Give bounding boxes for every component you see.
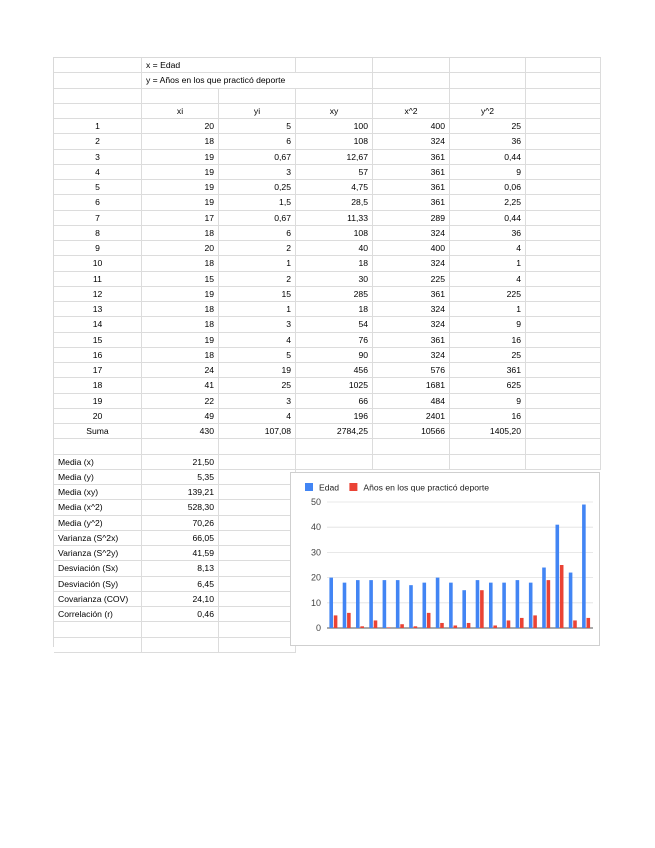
- definition-y[interactable]: y = Años en los que practicó deporte: [142, 73, 373, 88]
- empty-cell[interactable]: [526, 211, 601, 226]
- table-cell-y2[interactable]: 36: [450, 226, 526, 241]
- bar-edad-15[interactable]: [516, 580, 520, 628]
- bar-chart[interactable]: [290, 472, 600, 646]
- table-cell-yi[interactable]: 15: [219, 287, 296, 302]
- table-cell-yi[interactable]: 2: [219, 272, 296, 287]
- table-cell-xi[interactable]: 18: [142, 348, 219, 363]
- row-index[interactable]: 6: [54, 195, 142, 210]
- table-cell-xi[interactable]: 18: [142, 302, 219, 317]
- bar-edad-4[interactable]: [369, 580, 373, 628]
- row-index[interactable]: 5: [54, 180, 142, 195]
- table-cell-yi[interactable]: 1,5: [219, 195, 296, 210]
- bar-anios-deporte-11[interactable]: [467, 623, 471, 628]
- stat-label[interactable]: Media (y): [54, 470, 142, 485]
- bar-edad-14[interactable]: [502, 583, 506, 628]
- bar-anios-deporte-12[interactable]: [480, 590, 484, 628]
- stat-label[interactable]: Media (x): [54, 455, 142, 470]
- empty-cell[interactable]: [219, 577, 296, 592]
- bar-edad-20[interactable]: [582, 505, 586, 628]
- empty-cell[interactable]: [296, 455, 373, 470]
- sum-y2[interactable]: 1405,20: [450, 424, 526, 439]
- empty-cell[interactable]: [526, 150, 601, 165]
- table-cell-xy[interactable]: 285: [296, 287, 373, 302]
- table-cell-xi[interactable]: 18: [142, 226, 219, 241]
- empty-cell[interactable]: [450, 58, 526, 73]
- bar-anios-deporte-13[interactable]: [493, 625, 497, 628]
- bar-anios-deporte-6[interactable]: [400, 624, 404, 628]
- bar-anios-deporte-18[interactable]: [560, 565, 564, 628]
- empty-cell[interactable]: [142, 439, 219, 454]
- empty-cell[interactable]: [373, 439, 450, 454]
- empty-cell[interactable]: [54, 104, 142, 119]
- empty-cell[interactable]: [219, 439, 296, 454]
- table-cell-xi[interactable]: 49: [142, 409, 219, 424]
- empty-cell[interactable]: [526, 424, 601, 439]
- table-cell-xi[interactable]: 19: [142, 195, 219, 210]
- empty-cell[interactable]: [526, 241, 601, 256]
- table-cell-xy[interactable]: 108: [296, 226, 373, 241]
- stat-label[interactable]: Covarianza (COV): [54, 592, 142, 607]
- table-cell-xi[interactable]: 19: [142, 287, 219, 302]
- table-cell-x2[interactable]: 1681: [373, 378, 450, 393]
- table-cell-xi[interactable]: 19: [142, 165, 219, 180]
- table-cell-x2[interactable]: 2401: [373, 409, 450, 424]
- empty-cell[interactable]: [219, 531, 296, 546]
- column-header-x2[interactable]: x^2: [373, 104, 450, 119]
- table-cell-xy[interactable]: 196: [296, 409, 373, 424]
- empty-cell[interactable]: [450, 439, 526, 454]
- table-cell-xi[interactable]: 18: [142, 134, 219, 149]
- bar-anios-deporte-8[interactable]: [427, 613, 431, 628]
- column-header-xi[interactable]: xi: [142, 104, 219, 119]
- table-cell-xi[interactable]: 15: [142, 272, 219, 287]
- empty-cell[interactable]: [526, 439, 601, 454]
- table-cell-yi[interactable]: 6: [219, 134, 296, 149]
- empty-cell[interactable]: [526, 348, 601, 363]
- bar-edad-16[interactable]: [529, 583, 533, 628]
- empty-cell[interactable]: [526, 455, 601, 470]
- stat-value[interactable]: 41,59: [142, 546, 219, 561]
- empty-cell[interactable]: [526, 409, 601, 424]
- stat-label[interactable]: Media (xy): [54, 485, 142, 500]
- stat-value[interactable]: 0,46: [142, 607, 219, 622]
- stat-label[interactable]: Media (y^2): [54, 516, 142, 531]
- table-cell-x2[interactable]: 361: [373, 333, 450, 348]
- row-index[interactable]: 13: [54, 302, 142, 317]
- table-cell-yi[interactable]: 2: [219, 241, 296, 256]
- bar-anios-deporte-3[interactable]: [360, 626, 364, 628]
- table-cell-xi[interactable]: 19: [142, 180, 219, 195]
- empty-cell[interactable]: [526, 272, 601, 287]
- table-cell-y2[interactable]: 1: [450, 256, 526, 271]
- table-cell-y2[interactable]: 225: [450, 287, 526, 302]
- table-cell-yi[interactable]: 0,67: [219, 211, 296, 226]
- table-cell-xi[interactable]: 20: [142, 119, 219, 134]
- bar-anios-deporte-4[interactable]: [374, 620, 378, 628]
- legend-swatch-1: [349, 483, 357, 491]
- row-index[interactable]: 16: [54, 348, 142, 363]
- bar-edad-1[interactable]: [329, 578, 333, 628]
- empty-cell[interactable]: [526, 363, 601, 378]
- table-cell-xy[interactable]: 1025: [296, 378, 373, 393]
- empty-cell[interactable]: [450, 455, 526, 470]
- table-cell-xi[interactable]: 18: [142, 256, 219, 271]
- y-tick-label: 20: [310, 572, 321, 583]
- table-cell-xi[interactable]: 19: [142, 333, 219, 348]
- table-cell-yi[interactable]: 3: [219, 165, 296, 180]
- sum-yi[interactable]: 107,08: [219, 424, 296, 439]
- table-cell-y2[interactable]: 361: [450, 363, 526, 378]
- table-cell-yi[interactable]: 4: [219, 409, 296, 424]
- empty-cell[interactable]: [54, 73, 142, 88]
- empty-cell[interactable]: [373, 73, 450, 88]
- row-index[interactable]: 1: [54, 119, 142, 134]
- empty-cell[interactable]: [526, 256, 601, 271]
- empty-cell[interactable]: [219, 561, 296, 576]
- table-cell-xi[interactable]: 22: [142, 394, 219, 409]
- row-index[interactable]: 12: [54, 287, 142, 302]
- empty-cell[interactable]: [219, 470, 296, 485]
- column-header-y2[interactable]: y^2: [450, 104, 526, 119]
- definition-x[interactable]: x = Edad: [142, 58, 296, 73]
- column-header-xy[interactable]: xy: [296, 104, 373, 119]
- empty-cell[interactable]: [373, 89, 450, 104]
- bar-edad-5[interactable]: [383, 580, 387, 628]
- table-cell-yi[interactable]: 1: [219, 302, 296, 317]
- table-cell-y2[interactable]: 16: [450, 409, 526, 424]
- bar-edad-10[interactable]: [449, 583, 453, 628]
- table-cell-y2[interactable]: 0,44: [450, 211, 526, 226]
- row-index[interactable]: 10: [54, 256, 142, 271]
- empty-cell[interactable]: [219, 89, 296, 104]
- row-index[interactable]: 18: [54, 378, 142, 393]
- bar-anios-deporte-7[interactable]: [414, 626, 418, 628]
- table-cell-y2[interactable]: 0,06: [450, 180, 526, 195]
- bar-edad-3[interactable]: [356, 580, 360, 628]
- table-cell-yi[interactable]: 5: [219, 119, 296, 134]
- row-index[interactable]: 7: [54, 211, 142, 226]
- table-cell-y2[interactable]: 9: [450, 394, 526, 409]
- table-cell-xy[interactable]: 4,75: [296, 180, 373, 195]
- empty-cell[interactable]: [526, 195, 601, 210]
- bar-anios-deporte-20[interactable]: [586, 618, 590, 628]
- row-index[interactable]: 17: [54, 363, 142, 378]
- table-cell-x2[interactable]: 324: [373, 317, 450, 332]
- table-cell-yi[interactable]: 19: [219, 363, 296, 378]
- sum-xy[interactable]: 2784,25: [296, 424, 373, 439]
- table-cell-x2[interactable]: 361: [373, 165, 450, 180]
- empty-cell[interactable]: [526, 58, 601, 73]
- table-cell-x2[interactable]: 361: [373, 195, 450, 210]
- bar-anios-deporte-5[interactable]: [387, 627, 391, 628]
- legend-label-0: Edad: [319, 482, 340, 493]
- legend-label-1: Años en los que practicó deporte: [363, 482, 490, 493]
- table-cell-y2[interactable]: 2,25: [450, 195, 526, 210]
- table-cell-xy[interactable]: 76: [296, 333, 373, 348]
- y-tick-label: 50: [310, 497, 321, 507]
- table-cell-x2[interactable]: 361: [373, 150, 450, 165]
- row-index[interactable]: 14: [54, 317, 142, 332]
- table-cell-xy[interactable]: 30: [296, 272, 373, 287]
- table-cell-yi[interactable]: 3: [219, 317, 296, 332]
- table-cell-xy[interactable]: 18: [296, 302, 373, 317]
- bar-edad-7[interactable]: [409, 585, 413, 628]
- stat-value[interactable]: 5,35: [142, 470, 219, 485]
- table-cell-y2[interactable]: 4: [450, 272, 526, 287]
- empty-cell[interactable]: [219, 485, 296, 500]
- empty-cell[interactable]: [526, 180, 601, 195]
- empty-cell[interactable]: [296, 58, 373, 73]
- empty-cell[interactable]: [526, 73, 601, 88]
- table-cell-y2[interactable]: 16: [450, 333, 526, 348]
- table-cell-yi[interactable]: 3: [219, 394, 296, 409]
- empty-cell[interactable]: [54, 439, 142, 454]
- table-cell-yi[interactable]: 0,67: [219, 150, 296, 165]
- empty-cell[interactable]: [219, 516, 296, 531]
- empty-cell[interactable]: [526, 317, 601, 332]
- stat-value[interactable]: 70,26: [142, 516, 219, 531]
- empty-cell[interactable]: [219, 500, 296, 515]
- empty-cell[interactable]: [526, 226, 601, 241]
- bar-anios-deporte-10[interactable]: [453, 625, 457, 628]
- empty-cell[interactable]: [450, 73, 526, 88]
- empty-cell[interactable]: [526, 104, 601, 119]
- y-tick-label: 0: [315, 623, 321, 633]
- row-index[interactable]: 15: [54, 333, 142, 348]
- table-cell-y2[interactable]: 9: [450, 317, 526, 332]
- table-cell-xy[interactable]: 28,5: [296, 195, 373, 210]
- stat-label[interactable]: Varianza (S^2x): [54, 531, 142, 546]
- empty-cell[interactable]: [142, 622, 219, 637]
- sum-xi[interactable]: 430: [142, 424, 219, 439]
- empty-cell[interactable]: [296, 439, 373, 454]
- table-cell-x2[interactable]: 324: [373, 134, 450, 149]
- stat-value[interactable]: 6,45: [142, 577, 219, 592]
- empty-cell[interactable]: [219, 607, 296, 622]
- empty-cell[interactable]: [219, 622, 296, 637]
- bar-edad-2[interactable]: [343, 583, 347, 628]
- table-cell-xi[interactable]: 41: [142, 378, 219, 393]
- table-cell-y2[interactable]: 25: [450, 119, 526, 134]
- table-cell-y2[interactable]: 25: [450, 348, 526, 363]
- bar-edad-13[interactable]: [489, 583, 493, 628]
- stat-label[interactable]: Desviación (Sy): [54, 577, 142, 592]
- bar-edad-8[interactable]: [422, 583, 426, 628]
- row-index[interactable]: 2: [54, 134, 142, 149]
- table-cell-xy[interactable]: 40: [296, 241, 373, 256]
- row-index[interactable]: 8: [54, 226, 142, 241]
- table-cell-xy[interactable]: 18: [296, 256, 373, 271]
- empty-cell[interactable]: [219, 455, 296, 470]
- table-cell-y2[interactable]: 4: [450, 241, 526, 256]
- empty-cell[interactable]: [450, 89, 526, 104]
- bar-anios-deporte-15[interactable]: [520, 618, 524, 628]
- stat-value[interactable]: 21,50: [142, 455, 219, 470]
- bar-chart-svg: [291, 473, 601, 647]
- table-cell-x2[interactable]: 361: [373, 287, 450, 302]
- table-cell-xi[interactable]: 17: [142, 211, 219, 226]
- empty-cell[interactable]: [373, 58, 450, 73]
- bar-anios-deporte-16[interactable]: [533, 615, 537, 628]
- stat-value[interactable]: 24,10: [142, 592, 219, 607]
- table-cell-x2[interactable]: 576: [373, 363, 450, 378]
- table-cell-yi[interactable]: 4: [219, 333, 296, 348]
- table-cell-x2[interactable]: 324: [373, 302, 450, 317]
- y-tick-label: 10: [310, 597, 321, 608]
- row-index[interactable]: 3: [54, 150, 142, 165]
- table-cell-xy[interactable]: 12,67: [296, 150, 373, 165]
- bar-anios-deporte-17[interactable]: [547, 580, 551, 628]
- empty-cell[interactable]: [526, 287, 601, 302]
- table-cell-yi[interactable]: 5: [219, 348, 296, 363]
- bar-anios-deporte-2[interactable]: [347, 613, 351, 628]
- stat-value[interactable]: 528,30: [142, 500, 219, 515]
- bar-edad-12[interactable]: [476, 580, 480, 628]
- empty-cell[interactable]: [526, 302, 601, 317]
- table-cell-yi[interactable]: 25: [219, 378, 296, 393]
- sum-x2[interactable]: 10566: [373, 424, 450, 439]
- table-cell-xy[interactable]: 456: [296, 363, 373, 378]
- stat-value[interactable]: 66,05: [142, 531, 219, 546]
- table-cell-yi[interactable]: 6: [219, 226, 296, 241]
- table-cell-xy[interactable]: 57: [296, 165, 373, 180]
- table-cell-xi[interactable]: 18: [142, 317, 219, 332]
- empty-cell[interactable]: [54, 58, 142, 73]
- table-cell-xi[interactable]: 20: [142, 241, 219, 256]
- bar-anios-deporte-9[interactable]: [440, 623, 444, 628]
- empty-cell[interactable]: [296, 89, 373, 104]
- row-index[interactable]: 20: [54, 409, 142, 424]
- empty-cell[interactable]: [526, 89, 601, 104]
- sum-label[interactable]: Suma: [54, 424, 142, 439]
- empty-cell[interactable]: [526, 378, 601, 393]
- empty-cell[interactable]: [142, 638, 219, 653]
- table-cell-xi[interactable]: 19: [142, 150, 219, 165]
- bar-edad-18[interactable]: [555, 525, 559, 628]
- table-cell-yi[interactable]: 1: [219, 256, 296, 271]
- bar-anios-deporte-19[interactable]: [573, 620, 577, 628]
- empty-cell[interactable]: [54, 89, 142, 104]
- bar-edad-17[interactable]: [542, 568, 546, 628]
- bar-anios-deporte-1[interactable]: [334, 615, 338, 628]
- empty-cell[interactable]: [142, 89, 219, 104]
- stat-value[interactable]: 8,13: [142, 561, 219, 576]
- empty-cell[interactable]: [526, 134, 601, 149]
- table-cell-x2[interactable]: 400: [373, 241, 450, 256]
- empty-cell[interactable]: [219, 546, 296, 561]
- stat-label[interactable]: Varianza (S^2y): [54, 546, 142, 561]
- table-cell-xy[interactable]: 54: [296, 317, 373, 332]
- table-cell-xy[interactable]: 100: [296, 119, 373, 134]
- row-index[interactable]: 19: [54, 394, 142, 409]
- row-index[interactable]: 11: [54, 272, 142, 287]
- table-cell-x2[interactable]: 484: [373, 394, 450, 409]
- table-cell-xy[interactable]: 108: [296, 134, 373, 149]
- bar-edad-9[interactable]: [436, 578, 440, 628]
- table-cell-xy[interactable]: 90: [296, 348, 373, 363]
- table-cell-y2[interactable]: 36: [450, 134, 526, 149]
- bar-edad-19[interactable]: [569, 573, 573, 628]
- table-cell-y2[interactable]: 9: [450, 165, 526, 180]
- empty-cell[interactable]: [526, 394, 601, 409]
- y-tick-label: 30: [310, 547, 321, 558]
- table-cell-x2[interactable]: 361: [373, 180, 450, 195]
- empty-cell[interactable]: [526, 333, 601, 348]
- table-cell-xy[interactable]: 66: [296, 394, 373, 409]
- empty-cell[interactable]: [526, 119, 601, 134]
- table-cell-x2[interactable]: 289: [373, 211, 450, 226]
- empty-cell[interactable]: [219, 638, 296, 653]
- stat-label[interactable]: Media (x^2): [54, 500, 142, 515]
- column-header-yi[interactable]: yi: [219, 104, 296, 119]
- stat-value[interactable]: 139,21: [142, 485, 219, 500]
- row-index[interactable]: 9: [54, 241, 142, 256]
- table-cell-y2[interactable]: 1: [450, 302, 526, 317]
- empty-cell[interactable]: [54, 638, 142, 653]
- stat-label[interactable]: Correlación (r): [54, 607, 142, 622]
- table-cell-x2[interactable]: 324: [373, 226, 450, 241]
- y-tick-label: 40: [310, 522, 321, 533]
- empty-cell[interactable]: [373, 455, 450, 470]
- table-cell-x2[interactable]: 225: [373, 272, 450, 287]
- empty-cell[interactable]: [219, 592, 296, 607]
- row-index[interactable]: 4: [54, 165, 142, 180]
- table-cell-y2[interactable]: 0,44: [450, 150, 526, 165]
- table-cell-y2[interactable]: 625: [450, 378, 526, 393]
- empty-cell[interactable]: [54, 622, 142, 637]
- table-cell-xi[interactable]: 24: [142, 363, 219, 378]
- table-cell-x2[interactable]: 400: [373, 119, 450, 134]
- table-cell-xy[interactable]: 11,33: [296, 211, 373, 226]
- table-cell-yi[interactable]: 0,25: [219, 180, 296, 195]
- legend-swatch-0: [305, 483, 313, 491]
- stat-label[interactable]: Desviación (Sx): [54, 561, 142, 576]
- bar-anios-deporte-14[interactable]: [507, 620, 511, 628]
- bar-edad-11[interactable]: [462, 590, 466, 628]
- table-cell-x2[interactable]: 324: [373, 256, 450, 271]
- table-cell-x2[interactable]: 324: [373, 348, 450, 363]
- bar-edad-6[interactable]: [396, 580, 400, 628]
- empty-cell[interactable]: [526, 165, 601, 180]
